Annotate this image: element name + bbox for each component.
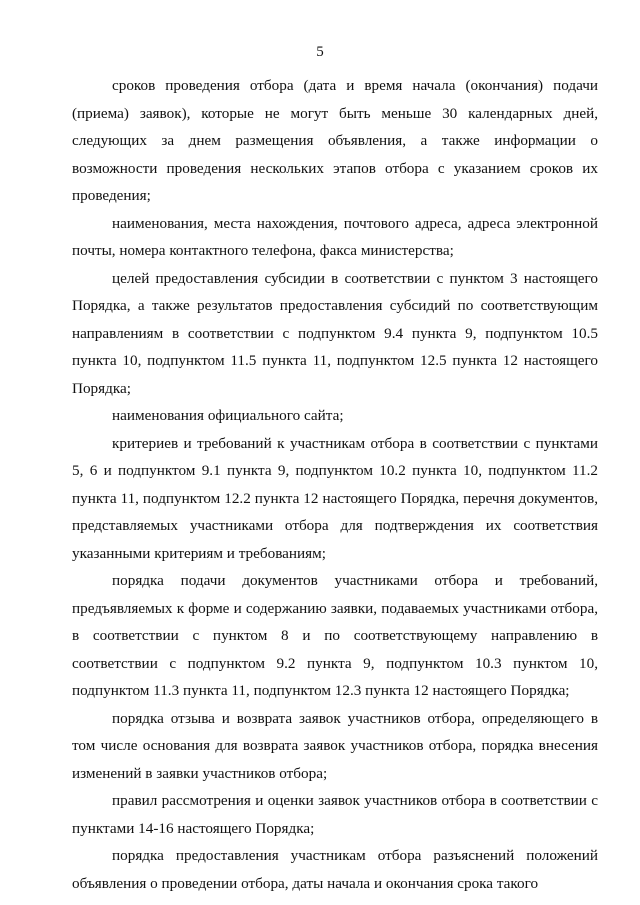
paragraph-selection-deadlines: сроков проведения отбора (дата и время начала (окончания) подачи (приема) заявок), которые не могут быть меньше 30 календарных дней, следующих за днем размещения объявления, а также информации о возможности проведения нескольких этапов отбора с указанием сроков их проведения; bbox=[72, 77, 598, 204]
paragraph-withdrawal-procedure: порядка отзыва и возврата заявок участников отбора, определяющего в том числе основания для возврата заявок участников отбора, порядка внесения изменений в заявки участников отбора; bbox=[72, 709, 598, 782]
paragraph-ministry-contacts: наименования, места нахождения, почтового адреса, адреса электронной почты, номера контактного телефона, факса министерства; bbox=[72, 214, 598, 259]
paragraph-clarifications: порядка предоставления участникам отбора разъяснений положений объявления о проведении отбора, даты начала и окончания срока такого bbox=[72, 847, 598, 892]
document-body bbox=[72, 72, 598, 897]
paragraph-official-site: наименования официального сайта; bbox=[112, 407, 344, 424]
paragraph-subsidy-goals: целей предоставления субсидии в соответствии с пунктом 3 настоящего Порядка, а также результатов предоставления субсидий по соответствующим направлениям в соответствии с подпунктом 9.4 пункта 9, подпунктом 10.5 пункта 10, подпунктом 11.5 пункта 11, подпунктом 12.5 пункта 12 настоящего Порядка; bbox=[72, 269, 598, 397]
page-number: 5 bbox=[316, 44, 324, 60]
paragraph-review-rules: правил рассмотрения и оценки заявок участников отбора в соответствии с пунктами 14-16 настоящего Порядка; bbox=[72, 792, 598, 837]
paragraph-participant-criteria: критериев и требований к участникам отбора в соответствии с пунктами 5, 6 и подпунктом 9.1 пункта 9, подпунктом 10.2 пункта 10, подпунктом 11.2 пункта 11, подпунктом 12.2 пункта 12 настоящего Порядка, перечня документов, представляемых участниками отбора для подтверждения их соответствия указанными критериям и требованиям; bbox=[72, 434, 598, 562]
paragraph-submission-procedure: порядка подачи документов участниками отбора и требований, предъявляемых к форме и содержанию заявки, подаваемых участниками отбора, в соответствии с пунктом 8 и по соответствующему направлению в соответствии с подпунктом 9.2 пункта 9, подпунктом 10.3 пунктом 10, подпунктом 11.3 пункта 11, подпунктом 12.3 пункта 12 настоящего Порядка; bbox=[72, 572, 598, 699]
